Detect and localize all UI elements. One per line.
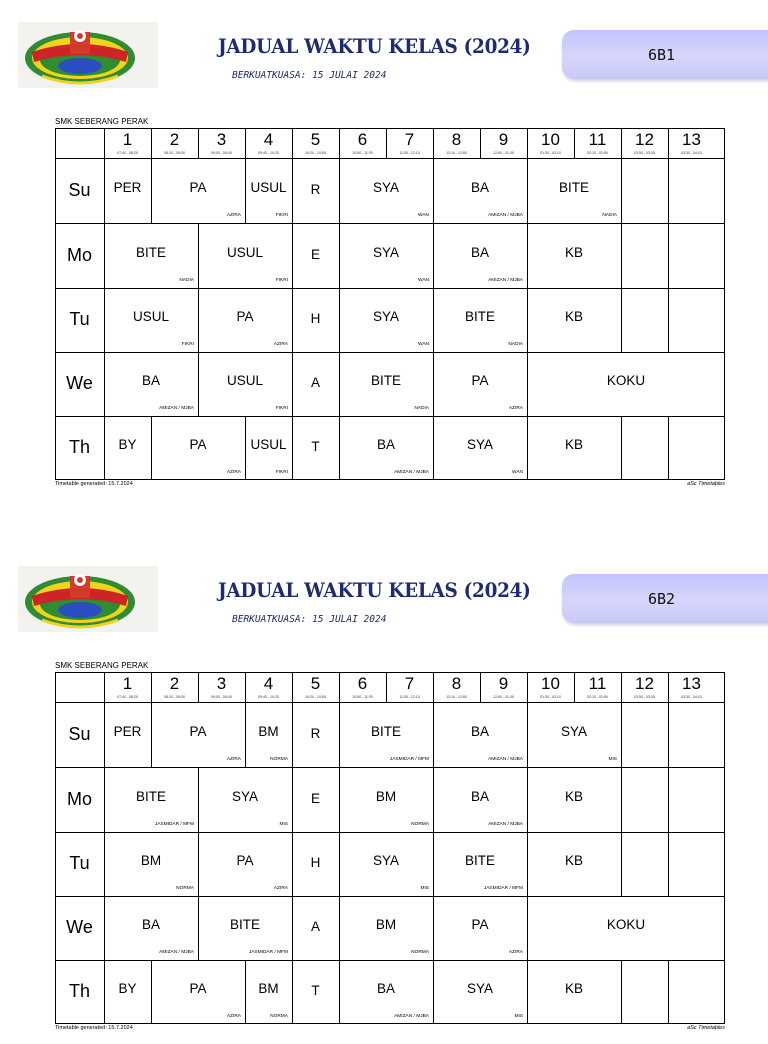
break-letter: A (310, 375, 320, 390)
lesson-subject: BITE (558, 179, 589, 195)
grid-line (198, 223, 199, 288)
lesson-subject: SYA (466, 981, 493, 996)
lesson-teacher: AMIZAN / MJBA (159, 406, 194, 411)
lesson-subject: SYA (372, 309, 399, 324)
grid-line (527, 896, 528, 960)
break-letter: T (311, 439, 320, 454)
period-time: 02:50 - 03:30 (634, 695, 655, 699)
period-time: 09:00 - 09:40 (211, 151, 232, 155)
period-number: 13 (682, 674, 701, 693)
grid-line (55, 158, 725, 159)
lesson-subject: SYA (372, 853, 399, 868)
grid-line (55, 960, 725, 961)
lesson-teacher: FIKRI (275, 213, 288, 218)
period-time: 09:40 - 10:20 (258, 695, 279, 699)
lesson-subject: BITE (229, 917, 260, 932)
lesson-subject: KOKU (606, 917, 646, 932)
grid-line (55, 479, 725, 480)
grid-line (245, 158, 246, 223)
timetable-grid (55, 128, 725, 480)
grid-line (527, 767, 528, 832)
school-logo (18, 22, 158, 88)
lesson-teacher: WAN (417, 342, 429, 347)
lesson-subject: BY (118, 981, 137, 996)
lesson-teacher: NORMA (411, 950, 429, 955)
lesson-teacher: WAN (511, 470, 523, 475)
lesson-teacher: JASMIDAR / MFM (154, 822, 194, 827)
day-label: Mo (66, 244, 92, 265)
grid-line (668, 960, 669, 1024)
break-letter: E (310, 246, 320, 262)
grid-line (198, 767, 199, 832)
lesson-teacher: AMIZAN / MJBA (488, 213, 523, 218)
grid-line (527, 223, 528, 288)
lesson-teacher: NADIA (414, 406, 429, 411)
lesson-subject: KB (564, 788, 583, 804)
grid-line (621, 158, 622, 223)
period-number: 11 (588, 674, 607, 693)
lesson-subject: SYA (372, 179, 399, 195)
lesson-teacher: NADIA (508, 342, 523, 347)
lesson-subject: BITE (135, 788, 166, 804)
period-time: 10:50 - 11:30 (352, 695, 373, 699)
class-name: 6B1 (648, 46, 676, 64)
lesson-subject: SYA (466, 437, 493, 452)
period-time: 02:10 - 02:50 (587, 151, 608, 155)
lesson-teacher: MIS (514, 1014, 523, 1019)
period-time: 02:50 - 03:30 (634, 151, 655, 155)
lesson-teacher: NORMA (270, 757, 288, 762)
grid-line (668, 767, 669, 832)
lesson-teacher: AZIRA (508, 406, 523, 411)
grid-line (574, 672, 575, 702)
grid-line (433, 128, 434, 158)
lesson-subject: SYA (560, 723, 587, 739)
period-time: 07:40 - 08:20 (117, 695, 138, 699)
grid-line (245, 960, 246, 1024)
period-time: 01:30 - 02:10 (540, 151, 561, 155)
period-time: 10:50 - 11:30 (352, 151, 373, 155)
grid-line (527, 672, 528, 702)
grid-line (621, 832, 622, 896)
lesson-teacher: AMIZAN / MJBA (488, 757, 523, 762)
generator-credit: aSc Timetables (687, 1025, 725, 1031)
period-number: 2 (169, 674, 180, 693)
break-letter: E (310, 790, 320, 806)
lesson-subject: BA (376, 437, 395, 452)
break-letter: R (310, 725, 321, 741)
grid-line (480, 672, 481, 702)
period-number: 13 (682, 130, 701, 149)
grid-line (433, 288, 434, 352)
grid-line (433, 832, 434, 896)
timetable-grid (55, 672, 725, 1024)
generator-credit: aSc Timetables (687, 481, 725, 487)
grid-line (480, 128, 481, 158)
grid-line (621, 128, 622, 158)
lesson-subject: PA (189, 723, 207, 739)
lesson-teacher: FIKRI (181, 342, 194, 347)
period-number: 7 (404, 674, 415, 693)
day-label: Su (68, 723, 91, 744)
lesson-teacher: AMIZAN / MJBA (488, 822, 523, 827)
lesson-subject: SYA (372, 244, 399, 260)
grid-line (621, 672, 622, 702)
lesson-subject: PA (236, 853, 254, 868)
lesson-teacher: FIKRI (275, 470, 288, 475)
grid-line (527, 352, 528, 416)
period-time: 07:40 - 08:20 (117, 151, 138, 155)
lesson-subject: BY (118, 437, 137, 452)
day-label: We (66, 917, 93, 937)
period-time: 09:40 - 10:20 (258, 151, 279, 155)
school-name: SMK SEBERANG PERAK (55, 661, 149, 670)
grid-line (55, 416, 725, 417)
grid-line (245, 702, 246, 767)
lesson-subject: BITE (370, 373, 401, 388)
period-number: 8 (451, 130, 462, 149)
grid-line (621, 223, 622, 288)
grid-line (245, 416, 246, 480)
lesson-teacher: AZIRA (273, 342, 288, 347)
period-number: 7 (404, 130, 415, 149)
lesson-teacher: NADIA (602, 213, 617, 218)
lesson-teacher: AMIZAN / MJBA (488, 278, 523, 283)
school-name: SMK SEBERANG PERAK (55, 117, 149, 126)
grid-line (55, 672, 56, 1024)
period-number: 4 (263, 674, 274, 693)
period-number: 5 (310, 674, 321, 693)
lesson-subject: PA (471, 917, 489, 932)
document-title: JADUAL WAKTU KELAS (2024) (218, 578, 531, 602)
document-title: JADUAL WAKTU KELAS (2024) (218, 34, 531, 58)
lesson-teacher: AZIRA (226, 213, 241, 218)
lesson-subject: BITE (464, 853, 495, 868)
grid-line (527, 960, 528, 1024)
day-label: Th (68, 981, 90, 1001)
lesson-subject: KOKU (606, 373, 646, 388)
lesson-teacher: AMIZAN / MJBA (394, 1014, 429, 1019)
grid-line (433, 158, 434, 223)
lesson-subject: BA (141, 373, 160, 388)
grid-line (386, 672, 387, 702)
period-number: 2 (169, 130, 180, 149)
grid-line (55, 128, 56, 480)
grid-line (668, 702, 669, 767)
period-number: 9 (498, 674, 509, 693)
lesson-subject: BM (258, 723, 279, 739)
grid-line (245, 672, 246, 702)
class-name: 6B2 (648, 590, 676, 608)
lesson-teacher: AZIRA (508, 950, 523, 955)
period-number: 6 (357, 130, 368, 149)
grid-line (198, 832, 199, 896)
period-time: 09:00 - 09:40 (211, 695, 232, 699)
period-time: 08:20 - 09:00 (164, 151, 185, 155)
generated-date: Timetable generated: 15.7.2024 (55, 481, 133, 487)
lesson-teacher: JASMIDAR / MFM (389, 757, 429, 762)
period-time: 03:30 - 04:10 (681, 151, 702, 155)
lesson-subject: BITE (464, 309, 495, 324)
school-logo (18, 566, 158, 632)
lesson-subject: PA (189, 981, 207, 996)
lesson-teacher: AZIRA (226, 1014, 241, 1019)
lesson-teacher: AZIRA (273, 886, 288, 891)
grid-line (151, 672, 152, 702)
lesson-subject: KB (564, 437, 583, 452)
grid-line (104, 128, 105, 158)
grid-line (668, 128, 669, 158)
period-time: 08:20 - 09:00 (164, 695, 185, 699)
effective-date: BERKUATKUASA: 15 JULAI 2024 (232, 614, 387, 625)
lesson-subject: PA (189, 179, 207, 195)
break-letter: H (310, 311, 321, 326)
grid-line (55, 896, 725, 897)
grid-line (668, 672, 669, 702)
grid-line (55, 672, 725, 673)
grid-line (55, 223, 725, 224)
lesson-teacher: AZIRA (226, 757, 241, 762)
lesson-teacher: NORMA (411, 822, 429, 827)
lesson-subject: USUL (250, 179, 287, 195)
grid-line (621, 767, 622, 832)
lesson-subject: USUL (132, 309, 169, 324)
lesson-subject: PA (189, 437, 207, 452)
grid-line (433, 960, 434, 1024)
period-time: 10:20 - 10:50 (305, 151, 326, 155)
lesson-teacher: AMIZAN / MJBA (394, 470, 429, 475)
period-number: 10 (541, 674, 560, 693)
grid-line (55, 128, 725, 129)
lesson-teacher: NADIA (179, 278, 194, 283)
grid-line (292, 158, 293, 480)
lesson-subject: KB (564, 981, 583, 996)
grid-line (55, 702, 725, 703)
grid-line (339, 128, 340, 158)
lesson-subject: PER (113, 723, 142, 739)
lesson-subject: BM (258, 981, 279, 996)
grid-line (527, 416, 528, 480)
day-label: We (66, 373, 93, 393)
period-time: 12:10 - 12:50 (446, 695, 467, 699)
period-number: 3 (216, 674, 227, 693)
lesson-teacher: FIKRI (275, 278, 288, 283)
lesson-subject: BA (470, 723, 489, 739)
period-number: 5 (310, 130, 321, 149)
lesson-teacher: FIKRI (275, 406, 288, 411)
grid-line (724, 128, 725, 480)
grid-line (198, 672, 199, 702)
period-number: 10 (541, 130, 560, 149)
grid-line (433, 767, 434, 832)
grid-line (527, 832, 528, 896)
lesson-teacher: NORMA (176, 886, 194, 891)
timetable-sheet (0, 0, 768, 500)
grid-line (292, 128, 293, 158)
grid-line (104, 672, 105, 702)
break-letter: H (310, 855, 321, 870)
period-time: 12:50 - 01:30 (493, 695, 514, 699)
lesson-teacher: WAN (417, 278, 429, 283)
lesson-subject: BM (375, 917, 397, 932)
grid-line (621, 416, 622, 480)
lesson-subject: BA (470, 244, 489, 260)
lesson-subject: USUL (226, 244, 263, 260)
period-time: 12:50 - 01:30 (493, 151, 514, 155)
grid-line (433, 352, 434, 416)
grid-line (527, 702, 528, 767)
day-label: Tu (69, 309, 90, 329)
lesson-teacher: MIS (608, 757, 617, 762)
period-number: 3 (216, 130, 227, 149)
class-badge (562, 574, 768, 623)
lesson-subject: BA (470, 179, 489, 195)
grid-line (151, 416, 152, 480)
lesson-subject: BA (141, 917, 160, 932)
day-label: Su (68, 179, 91, 200)
lesson-subject: BA (470, 788, 489, 804)
lesson-subject: BM (140, 853, 162, 868)
grid-line (151, 960, 152, 1024)
grid-line (55, 288, 725, 289)
period-number: 6 (357, 674, 368, 693)
grid-line (198, 896, 199, 960)
grid-line (621, 960, 622, 1024)
grid-line (151, 702, 152, 767)
grid-line (621, 288, 622, 352)
lesson-teacher: NORMA (270, 1014, 288, 1019)
lesson-subject: BA (376, 981, 395, 996)
lesson-subject: KB (564, 309, 583, 324)
lesson-subject: USUL (250, 437, 287, 452)
period-number: 11 (588, 130, 607, 149)
grid-line (527, 128, 528, 158)
grid-line (527, 288, 528, 352)
lesson-subject: BITE (370, 723, 401, 739)
period-time: 12:10 - 12:50 (446, 151, 467, 155)
period-number: 8 (451, 674, 462, 693)
period-number: 9 (498, 130, 509, 149)
timetable-sheet (0, 544, 768, 1044)
grid-line (433, 896, 434, 960)
day-label: Th (68, 437, 90, 457)
lesson-subject: BM (375, 788, 397, 804)
grid-line (198, 288, 199, 352)
period-time: 11:30 - 12:10 (399, 151, 420, 155)
lesson-subject: SYA (231, 788, 258, 804)
grid-line (386, 128, 387, 158)
lesson-subject: PA (471, 373, 489, 388)
lesson-subject: PER (113, 179, 142, 195)
period-time: 11:30 - 12:10 (399, 695, 420, 699)
grid-line (198, 128, 199, 158)
grid-line (668, 416, 669, 480)
effective-date: BERKUATKUASA: 15 JULAI 2024 (232, 70, 387, 81)
class-badge (562, 30, 768, 79)
grid-line (198, 352, 199, 416)
grid-line (151, 128, 152, 158)
grid-line (433, 223, 434, 288)
lesson-teacher: WAN (417, 213, 429, 218)
grid-line (724, 672, 725, 1024)
break-letter: A (310, 919, 320, 934)
grid-line (668, 158, 669, 223)
lesson-teacher: JASMIDAR / MFM (483, 886, 523, 891)
grid-line (151, 158, 152, 223)
lesson-subject: PA (236, 309, 254, 324)
lesson-teacher: JASMIDAR / MFM (248, 950, 288, 955)
lesson-teacher: AZIRA (226, 470, 241, 475)
grid-line (55, 352, 725, 353)
grid-line (339, 672, 340, 702)
period-number: 12 (635, 130, 654, 149)
grid-line (433, 672, 434, 702)
grid-line (527, 158, 528, 223)
grid-line (55, 767, 725, 768)
period-time: 01:30 - 02:10 (540, 695, 561, 699)
lesson-teacher: MIS (420, 886, 429, 891)
grid-line (292, 702, 293, 1024)
period-number: 1 (122, 130, 133, 149)
break-letter: R (310, 181, 321, 197)
grid-line (55, 832, 725, 833)
lesson-subject: KB (564, 853, 583, 868)
grid-line (433, 702, 434, 767)
day-label: Mo (66, 788, 92, 809)
period-number: 1 (122, 674, 133, 693)
break-letter: T (311, 983, 320, 998)
period-number: 4 (263, 130, 274, 149)
grid-line (668, 223, 669, 288)
lesson-teacher: MIS (279, 822, 288, 827)
period-number: 12 (635, 674, 654, 693)
generated-date: Timetable generated: 15.7.2024 (55, 1025, 133, 1031)
lesson-teacher: AMIZAN / MJBA (159, 950, 194, 955)
grid-line (668, 832, 669, 896)
period-time: 02:10 - 02:50 (587, 695, 608, 699)
grid-line (621, 702, 622, 767)
lesson-subject: KB (564, 244, 583, 260)
grid-line (245, 128, 246, 158)
lesson-subject: BITE (135, 244, 166, 260)
period-time: 10:20 - 10:50 (305, 695, 326, 699)
grid-line (433, 416, 434, 480)
period-time: 03:30 - 04:10 (681, 695, 702, 699)
day-label: Tu (69, 853, 90, 873)
lesson-subject: USUL (226, 373, 263, 388)
grid-line (292, 672, 293, 702)
grid-line (574, 128, 575, 158)
grid-line (668, 288, 669, 352)
